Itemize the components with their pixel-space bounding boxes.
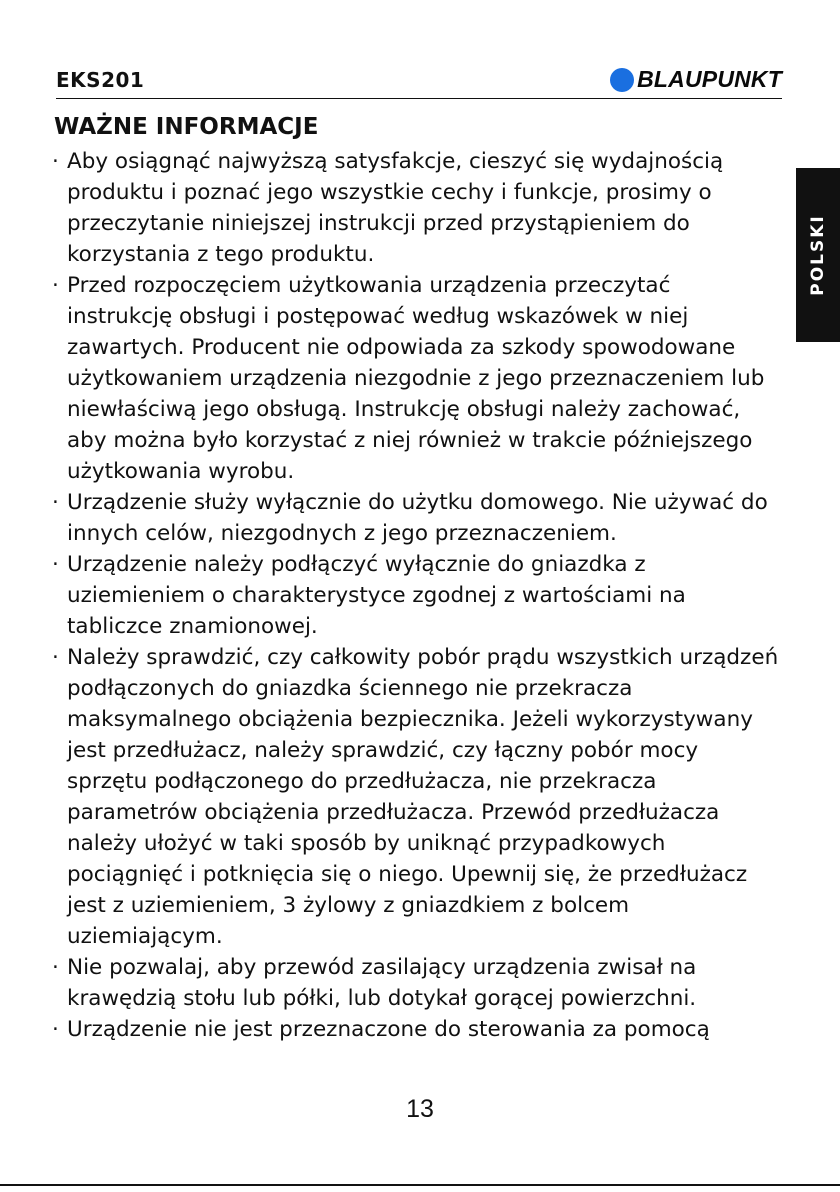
section-title: WAŻNE INFORMACJE (54, 114, 319, 140)
list-item (52, 146, 782, 270)
list-item-text: Nie pozwalaj, aby przewód zasilający urządzenia zwisał na krawędzią stołu lub półki, lub dotykał gorącej powierzchni. (67, 955, 697, 1011)
page-number: 13 (406, 1095, 434, 1123)
list-item-text: Urządzenie należy podłączyć wyłącznie do gniazdka z uziemieniem o charakterystyce zgodnej z wartościami na tabliczce znamionowej. (67, 552, 686, 639)
bullet-icon: · (52, 273, 59, 298)
list-item-text: Należy sprawdzić, czy całkowity pobór prądu wszystkich urządzeń podłączonych do gniazdka ściennego nie przekracza maksymalnego obciążenia bezpiecznika. Jeżeli wykorzystywany jest przedłużacz, należy sprawdzić, czy łączny pobór mocy sprzętu podłączonego do przedłużacza, nie przekracza parametrów obciążenia przedłużacza. Przewód przedłużacza należy ułożyć w taki sposób by uniknąć przypadkowych pociągnięć i potknięcia się o niego. Upewnij się, że przedłużacz jest z uziemieniem, 3 żylowy z gniazdkiem z bolcem uziemiającym. (67, 645, 779, 949)
brand-name: BLAUPUNKT (637, 66, 782, 92)
bullet-list (52, 146, 782, 1045)
language-tab (796, 168, 840, 342)
list-item (52, 270, 782, 487)
model-number: EKS201 (56, 68, 145, 92)
bullet-icon: · (52, 955, 59, 980)
list-item-text: Urządzenie nie jest przeznaczone do sterowania za pomocą (67, 1017, 710, 1042)
list-item (52, 952, 782, 1014)
list-item (52, 549, 782, 642)
language-tab-label: POLSKI (808, 214, 828, 296)
footer-divider (0, 1184, 840, 1186)
list-item (52, 642, 782, 952)
bullet-icon: · (52, 149, 59, 174)
brand-logo (610, 66, 782, 93)
bullet-icon: · (52, 1017, 59, 1042)
bullet-icon: · (52, 490, 59, 515)
list-item-text: Przed rozpoczęciem użytkowania urządzenia przeczytać instrukcję obsługi i postępować według wskazówek w niej zawartych. Producent nie odpowiada za szkody spowodowane użytkowaniem urządzenia niezgodnie z jego przeznaczeniem lub niewłaściwą jego obsługą. Instrukcję obsługi należy zachować, aby można było korzystać z niej również w trakcie późniejszego użytkowania wyrobu. (67, 273, 765, 484)
list-item-text: Aby osiągnąć najwyższą satysfakcje, cieszyć się wydajnością produktu i poznać jego wszystkie cechy i funkcje, prosimy o przeczytanie niniejszej instrukcji przed przystąpieniem do korzystania z tego produktu. (67, 149, 724, 267)
brand-dot-icon (610, 68, 634, 92)
bullet-icon: · (52, 645, 59, 670)
list-item (52, 1014, 782, 1045)
list-item (52, 487, 782, 549)
list-item-text: Urządzenie służy wyłącznie do użytku domowego. Nie używać do innych celów, niezgodnych z jego przeznaczeniem. (67, 490, 768, 546)
bullet-icon: · (52, 552, 59, 577)
page-header (56, 64, 782, 99)
